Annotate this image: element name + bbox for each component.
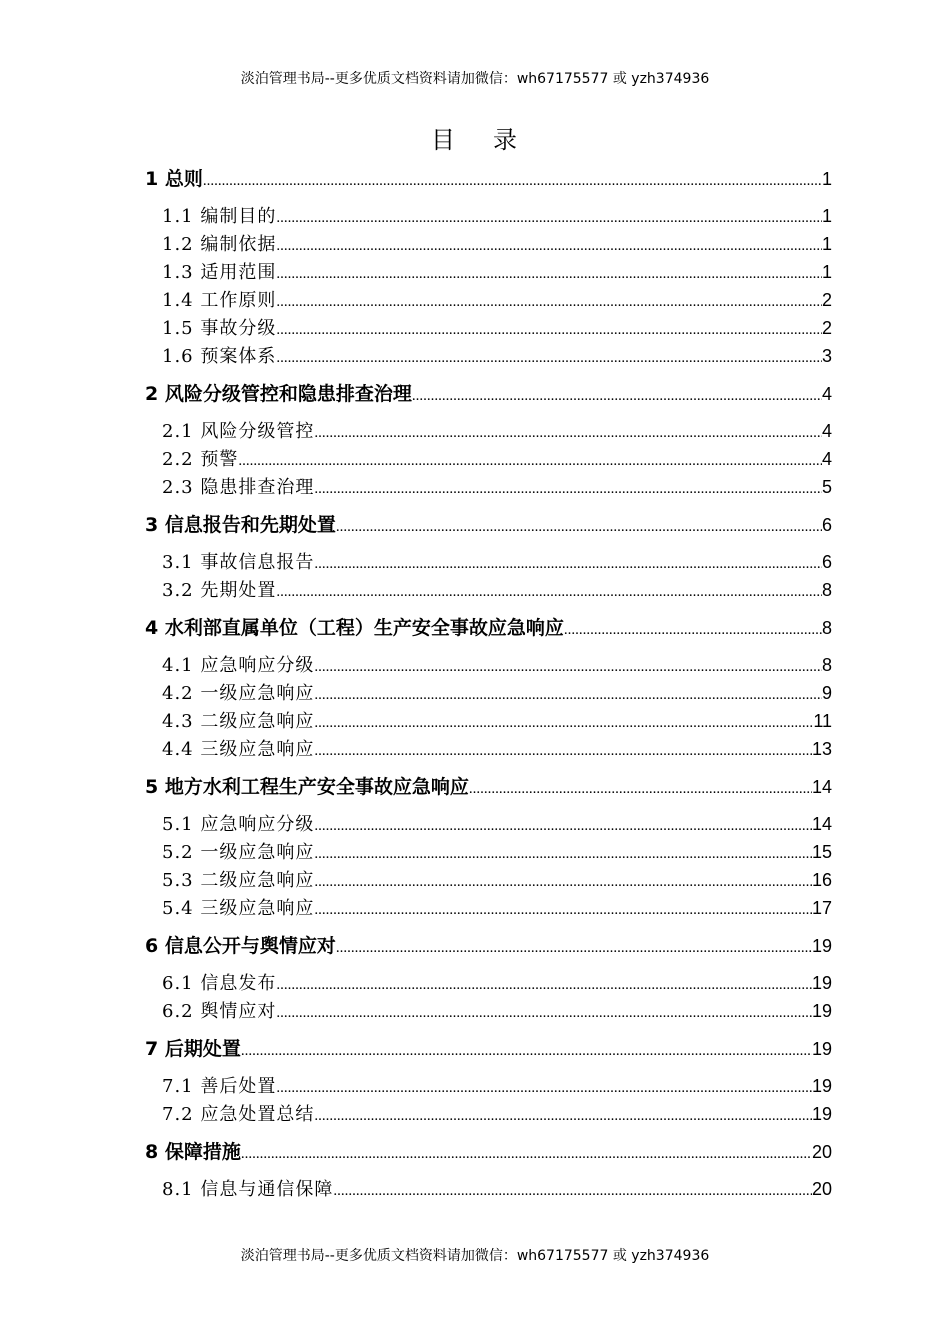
toc-chapter[interactable]	[145, 1036, 832, 1062]
toc-section[interactable]	[162, 867, 832, 893]
toc-section[interactable]	[162, 577, 832, 603]
toc-page-number: 1	[821, 169, 832, 189]
toc-entry-label: 2.1 风险分级管控	[162, 421, 315, 442]
toc-dot-leader	[276, 289, 822, 315]
toc-dot-leader	[314, 897, 812, 923]
toc-section[interactable]	[162, 1101, 832, 1127]
toc-section[interactable]	[162, 446, 832, 472]
toc-entry-label: 4.1 应急响应分级	[162, 655, 315, 676]
page-title	[0, 124, 950, 156]
toc-section[interactable]	[162, 203, 832, 229]
toc-page-number: 1	[821, 206, 832, 226]
toc-section[interactable]	[162, 652, 832, 678]
toc-section[interactable]	[162, 418, 832, 444]
toc-section[interactable]	[162, 343, 832, 369]
toc-chapter[interactable]	[145, 774, 832, 800]
toc-entry-label: 4.3 二级应急响应	[162, 711, 315, 732]
toc-dot-leader	[238, 448, 822, 474]
toc-section[interactable]	[162, 895, 832, 921]
toc-dot-leader	[314, 841, 812, 867]
toc-dot-leader	[314, 654, 822, 680]
toc-page-number: 14	[811, 814, 832, 834]
toc-page-number: 14	[811, 777, 832, 797]
toc-entry-label: 1.5 事故分级	[162, 318, 277, 339]
toc-entry-label: 4.2 一级应急响应	[162, 683, 315, 704]
toc-section[interactable]	[162, 1176, 832, 1202]
toc-entry-label: 3.2 先期处置	[162, 580, 277, 601]
toc-page-number: 1	[821, 234, 832, 254]
toc-section[interactable]	[162, 708, 832, 734]
toc-section[interactable]	[162, 680, 832, 706]
toc-entry-label: 1.2 编制依据	[162, 234, 277, 255]
toc-dot-leader	[276, 261, 822, 287]
toc-section[interactable]	[162, 998, 832, 1024]
toc-section[interactable]	[162, 549, 832, 575]
toc-section[interactable]	[162, 231, 832, 257]
toc-entry-label: 5.3 二级应急响应	[162, 870, 315, 891]
toc-chapter[interactable]	[145, 615, 832, 641]
toc-page-number: 17	[811, 898, 832, 918]
toc-chapter[interactable]	[145, 933, 832, 959]
toc-dot-leader	[276, 205, 822, 231]
toc-dot-leader	[412, 383, 822, 409]
toc-page-number: 19	[811, 1104, 832, 1124]
toc-page-number: 4	[821, 421, 832, 441]
toc-page-number: 4	[821, 449, 832, 469]
toc-dot-leader	[241, 1141, 812, 1167]
title-part-2: 录	[493, 126, 519, 154]
toc-dot-leader	[276, 1000, 812, 1026]
toc-entry-label: 1.3 适用范围	[162, 262, 277, 283]
toc-page-number: 19	[811, 1039, 832, 1059]
toc-dot-leader	[314, 813, 812, 839]
toc-entry-label: 7.1 善后处置	[162, 1076, 277, 1097]
toc-dot-leader	[564, 617, 822, 643]
toc-entry-label: 1.6 预案体系	[162, 346, 277, 367]
toc-dot-leader	[336, 514, 822, 540]
toc-section[interactable]	[162, 1073, 832, 1099]
toc-entry-label: 4 水利部直属单位（工程）生产安全事故应急响应	[145, 617, 564, 639]
toc-section[interactable]	[162, 970, 832, 996]
toc-page-number: 20	[811, 1142, 832, 1162]
toc-entry-label: 5.2 一级应急响应	[162, 842, 315, 863]
toc-page-number: 19	[811, 936, 832, 956]
toc-page-number: 16	[811, 870, 832, 890]
toc-entry-label: 2 风险分级管控和隐患排查治理	[145, 383, 412, 405]
toc-dot-leader	[314, 1103, 812, 1129]
toc-page-number: 6	[821, 552, 832, 572]
toc-page-number: 3	[821, 346, 832, 366]
toc-dot-leader	[241, 1038, 812, 1064]
toc-section[interactable]	[162, 811, 832, 837]
toc-chapter[interactable]	[145, 381, 832, 407]
toc-page-number: 5	[821, 477, 832, 497]
toc-entry-label: 6.1 信息发布	[162, 973, 277, 994]
toc-dot-leader	[333, 1178, 812, 1204]
toc-entry-label: 8 保障措施	[145, 1141, 241, 1163]
title-part-1: 目	[431, 126, 457, 154]
toc-entry-label: 6.2 舆情应对	[162, 1001, 277, 1022]
toc-dot-leader	[276, 345, 822, 371]
toc-dot-leader	[314, 738, 812, 764]
toc-section[interactable]	[162, 736, 832, 762]
toc-entry-label: 8.1 信息与通信保障	[162, 1179, 334, 1200]
toc-page-number: 6	[821, 515, 832, 535]
toc-page-number: 19	[811, 973, 832, 993]
toc-page-number: 9	[821, 683, 832, 703]
toc-entry-label: 1 总则	[145, 168, 203, 190]
toc-page-number: 13	[811, 739, 832, 759]
toc-entry-label: 5.1 应急响应分级	[162, 814, 315, 835]
toc-dot-leader	[314, 710, 813, 736]
toc-entry-label: 2.2 预警	[162, 449, 239, 470]
toc-dot-leader	[314, 682, 822, 708]
toc-page-number: 2	[821, 290, 832, 310]
toc-dot-leader	[469, 776, 812, 802]
toc-entry-label: 6 信息公开与舆情应对	[145, 935, 336, 957]
toc-entry-label: 3 信息报告和先期处置	[145, 514, 336, 536]
toc-entry-label: 7.2 应急处置总结	[162, 1104, 315, 1125]
toc-section[interactable]	[162, 474, 832, 500]
toc-page-number: 8	[821, 618, 832, 638]
toc-entry-label: 1.1 编制目的	[162, 206, 277, 227]
toc-page-number: 8	[821, 580, 832, 600]
toc-page-number: 4	[821, 384, 832, 404]
toc-dot-leader	[276, 1075, 812, 1101]
toc-page-number: 19	[811, 1001, 832, 1021]
toc-dot-leader	[314, 869, 812, 895]
toc-section[interactable]	[162, 259, 832, 285]
toc-chapter[interactable]	[145, 1139, 832, 1165]
toc-dot-leader	[276, 233, 822, 259]
toc-entry-label: 4.4 三级应急响应	[162, 739, 315, 760]
toc-entry-label: 3.1 事故信息报告	[162, 552, 315, 573]
toc-page-number: 11	[813, 711, 832, 731]
toc-page-number: 1	[821, 262, 832, 282]
toc-dot-leader	[314, 476, 822, 502]
toc-section[interactable]	[162, 287, 832, 313]
header-banner: 淡泊管理书局--更多优质文档资料请加微信：wh67175577 或 yzh374936	[240, 71, 710, 87]
toc-dot-leader	[203, 168, 822, 194]
toc-dot-leader	[314, 420, 822, 446]
toc-dot-leader	[276, 317, 822, 343]
toc-page-number: 15	[811, 842, 832, 862]
toc-dot-leader	[336, 935, 812, 961]
toc-page-number: 19	[811, 1076, 832, 1096]
toc-page-number: 2	[821, 318, 832, 338]
toc-dot-leader	[314, 551, 822, 577]
toc-entry-label: 1.4 工作原则	[162, 290, 277, 311]
toc-entry-label: 5 地方水利工程生产安全事故应急响应	[145, 776, 469, 798]
toc-section[interactable]	[162, 839, 832, 865]
toc-dot-leader	[276, 579, 822, 605]
toc-chapter[interactable]	[145, 512, 832, 538]
toc-chapter[interactable]	[145, 166, 832, 192]
toc-entry-label: 2.3 隐患排查治理	[162, 477, 315, 498]
toc-page-number: 20	[811, 1179, 832, 1199]
toc-section[interactable]	[162, 315, 832, 341]
toc-entry-label: 7 后期处置	[145, 1038, 241, 1060]
toc-page-number: 8	[821, 655, 832, 675]
footer-banner: 淡泊管理书局--更多优质文档资料请加微信：wh67175577 或 yzh374936	[240, 1248, 710, 1264]
toc-entry-label: 5.4 三级应急响应	[162, 898, 315, 919]
toc-dot-leader	[276, 972, 812, 998]
